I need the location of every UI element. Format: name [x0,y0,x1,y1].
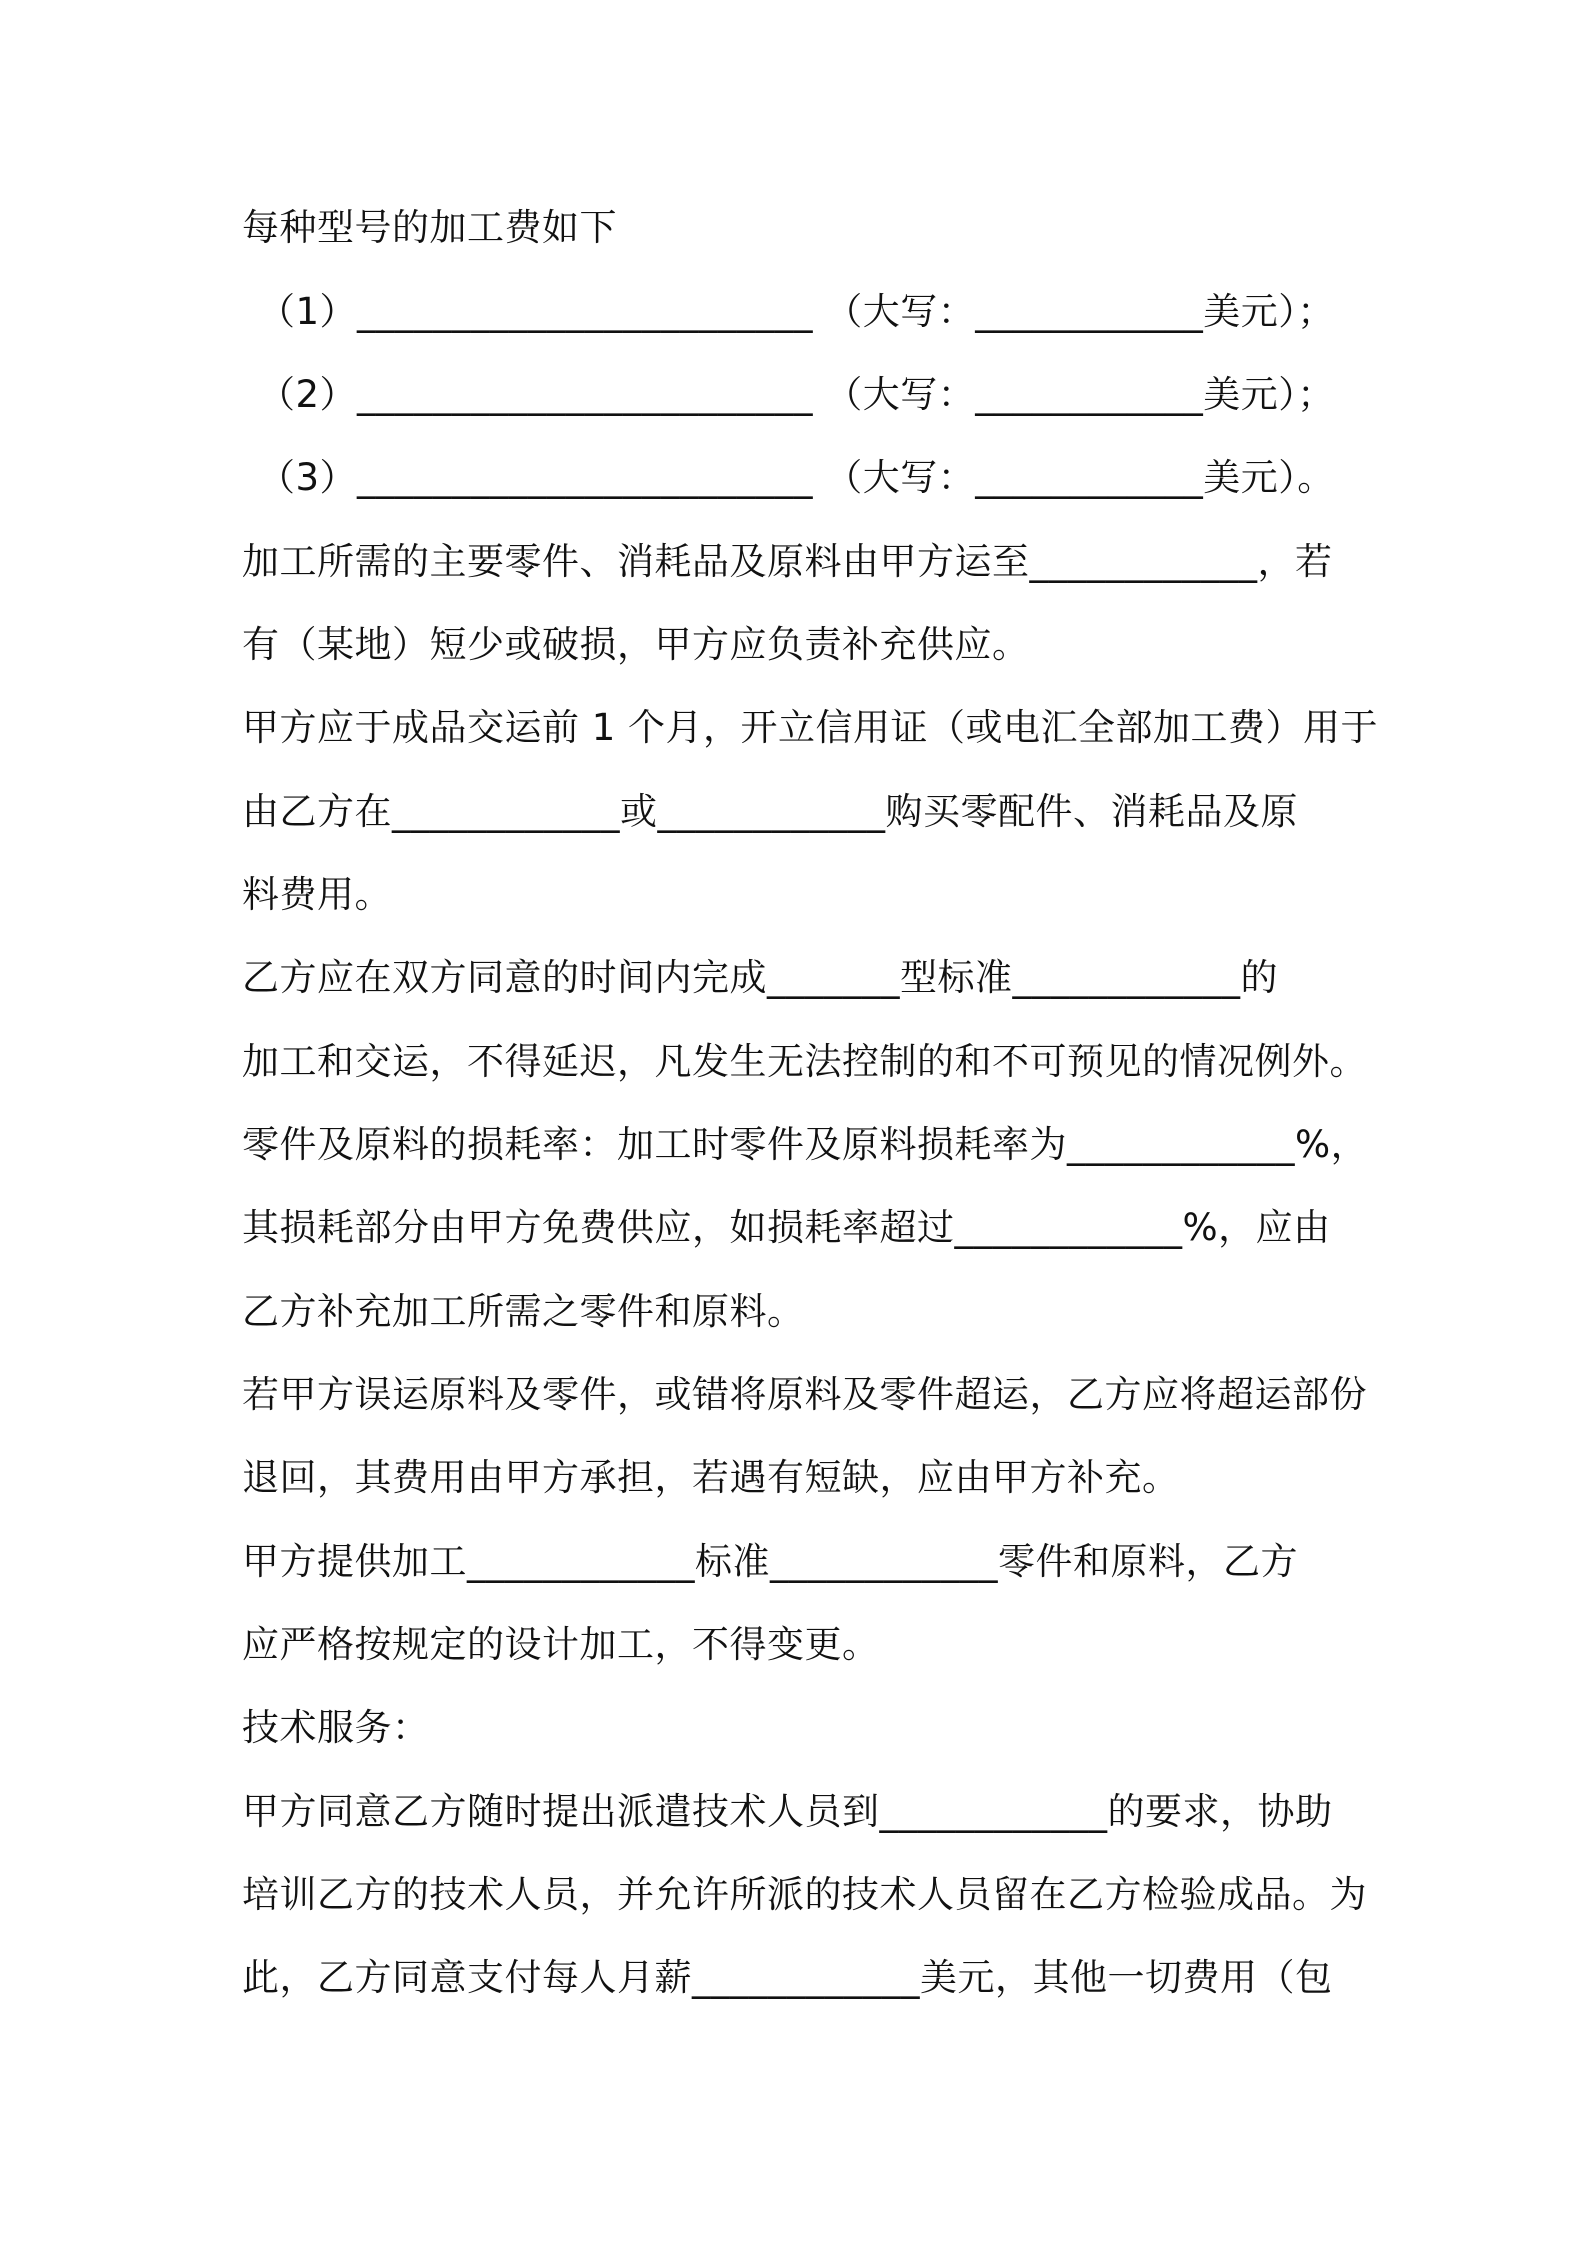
text-line: 甲方提供加工____________标准____________零件和原料，乙方 [242,1540,1298,1583]
text-line: 技术服务： [242,1706,430,1749]
text-line: 培训乙方的技术人员，并允许所派的技术人员留在乙方检验成品。为 [242,1873,1367,1916]
text-line: 由乙方在____________或____________购买零配件、消耗品及原 [242,790,1298,833]
text-line: 加工和交运，不得延迟，凡发生无法控制的和不可预见的情况例外。 [242,1040,1367,1083]
text-line: 应严格按规定的设计加工，不得变更。 [242,1623,880,1666]
text-line: 退回，其费用由甲方承担，若遇有短缺，应由甲方补充。 [242,1456,1180,1499]
text-line: 若甲方误运原料及零件，或错将原料及零件超运，乙方应将超运部份 [242,1373,1367,1416]
text-line: 乙方应在双方同意的时间内完成_______型标准____________的 [242,956,1278,999]
text-line: 乙方补充加工所需之零件和原料。 [242,1290,805,1333]
text-line: 甲方同意乙方随时提出派遣技术人员到____________的要求，协助 [242,1790,1333,1833]
text-line: 零件及原料的损耗率：加工时零件及原料损耗率为____________%， [242,1123,1369,1166]
text-line: （1）________________________ （大写：____________美元）； [258,290,1335,333]
text-line: 甲方应于成品交运前 1 个月，开立信用证（或电汇全部加工费）用于 [242,706,1379,749]
text-line: 每种型号的加工费如下 [242,206,617,249]
text-line: （3）________________________ （大写：____________美元）。 [258,456,1335,499]
text-line: 料费用。 [242,873,392,916]
text-line: （2）________________________ （大写：____________美元）； [258,373,1335,416]
text-line: 此，乙方同意支付每人月薪____________美元，其他一切费用（包 [242,1956,1333,1999]
text-line: 其损耗部分由甲方免费供应，如损耗率超过____________%，应由 [242,1206,1331,1249]
text-line: 有（某地）短少或破损，甲方应负责补充供应。 [242,623,1030,666]
text-line: 加工所需的主要零件、消耗品及原料由甲方运至____________，若 [242,540,1333,583]
